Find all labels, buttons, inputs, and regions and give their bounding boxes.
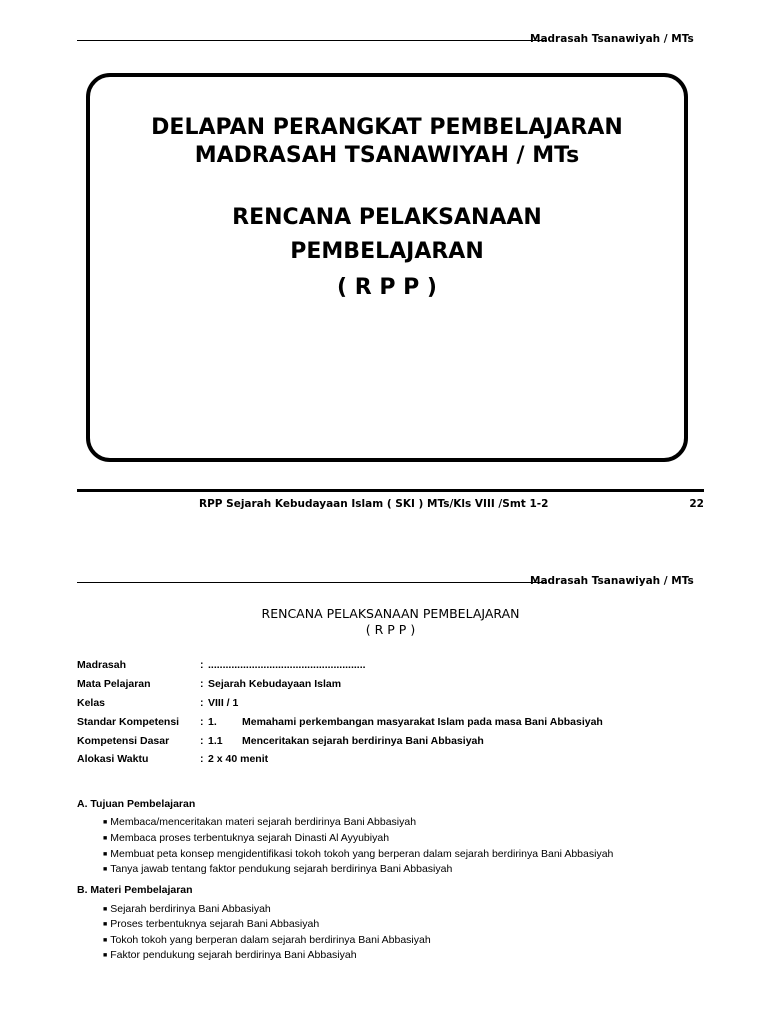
bullet-icon: ■ <box>103 952 108 959</box>
info-label: Alokasi Waktu <box>77 753 149 765</box>
section-a-title: A. Tujuan Pembelajaran <box>77 798 196 810</box>
info-value: Memahami perkembangan masyarakat Islam pada masa Bani Abbasiyah <box>242 716 603 728</box>
rpp-subtitle: ( R P P ) <box>365 622 416 637</box>
cover-line-4: PEMBELAJARAN <box>290 239 484 264</box>
list-item-text: Faktor pendukung sejarah berdirinya Bani Abbasiyah <box>110 949 357 961</box>
info-colon: : <box>200 678 204 690</box>
list-item <box>103 918 319 930</box>
list-item-text: Membaca/menceritakan materi sejarah berdirinya Bani Abbasiyah <box>110 816 417 828</box>
info-value: ...................................................... <box>208 659 366 671</box>
info-label: Madrasah <box>77 659 127 671</box>
bullet-icon: ■ <box>103 851 108 858</box>
bullet-icon: ■ <box>103 906 108 913</box>
list-item-text: Sejarah berdirinya Bani Abbasiyah <box>110 903 271 915</box>
cover-line-1: DELAPAN PERANGKAT PEMBELAJARAN <box>151 115 623 140</box>
info-label: Standar Kompetensi <box>77 716 180 728</box>
footer-rule <box>77 489 704 492</box>
cover-box <box>86 73 688 462</box>
bullet-icon: ■ <box>103 819 108 826</box>
info-colon: : <box>200 753 204 765</box>
info-label: Mata Pelajaran <box>77 678 151 690</box>
info-label: Kompetensi Dasar <box>77 735 170 747</box>
bullet-icon: ■ <box>103 921 108 928</box>
list-item <box>103 832 389 844</box>
list-item <box>103 934 431 946</box>
list-item-text: Tanya jawab tentang faktor pendukung sejarah berdirinya Bani Abbasiyah <box>110 863 453 875</box>
info-colon: : <box>200 659 204 671</box>
cover-line-3: RENCANA PELAKSANAAN <box>232 205 542 230</box>
header-institution-2: Madrasah Tsanawiyah / MTs <box>530 575 694 587</box>
list-item <box>103 863 452 875</box>
list-item-text: Proses terbentuknya sejarah Bani Abbasiyah <box>110 918 320 930</box>
info-colon: : <box>200 735 204 747</box>
header-rule-2 <box>77 582 547 583</box>
list-item <box>103 949 357 961</box>
list-item-text: Tokoh tokoh yang berperan dalam sejarah berdirinya Bani Abbasiyah <box>110 934 431 946</box>
info-number: 1. <box>208 716 217 728</box>
info-colon: : <box>200 697 204 709</box>
cover-line-2: MADRASAH TSANAWIYAH / MTs <box>194 143 580 168</box>
info-value: 2 x 40 menit <box>208 753 269 765</box>
rpp-title: RENCANA PELAKSANAAN PEMBELAJARAN <box>261 606 520 621</box>
list-item <box>103 848 613 860</box>
info-value: Menceritakan sejarah berdirinya Bani Abbasiyah <box>242 735 484 747</box>
bullet-icon: ■ <box>103 937 108 944</box>
info-number: 1.1 <box>208 735 223 747</box>
info-label: Kelas <box>77 697 106 709</box>
footer-text: RPP Sejarah Kebudayaan Islam ( SKI ) MTs/Kls VIII /Smt 1-2 <box>199 498 549 510</box>
header-institution: Madrasah Tsanawiyah / MTs <box>530 33 694 45</box>
list-item <box>103 903 271 915</box>
bullet-icon: ■ <box>103 866 108 873</box>
info-value: VIII / 1 <box>208 697 239 709</box>
bullet-icon: ■ <box>103 835 108 842</box>
info-colon: : <box>200 716 204 728</box>
cover-line-5: ( R P P ) <box>337 275 437 300</box>
list-item <box>103 816 416 828</box>
list-item-text: Membuat peta konsep mengidentifikasi tokoh tokoh yang berperan dalam sejarah berdirinya Bani Abbasiyah <box>110 848 614 860</box>
header-rule <box>77 40 547 41</box>
section-b-title: B. Materi Pembelajaran <box>77 884 193 896</box>
list-item-text: Membaca proses terbentuknya sejarah Dinasti Al Ayyubiyah <box>110 832 390 844</box>
info-value: Sejarah Kebudayaan Islam <box>208 678 342 690</box>
page-number: 22 <box>689 498 704 510</box>
